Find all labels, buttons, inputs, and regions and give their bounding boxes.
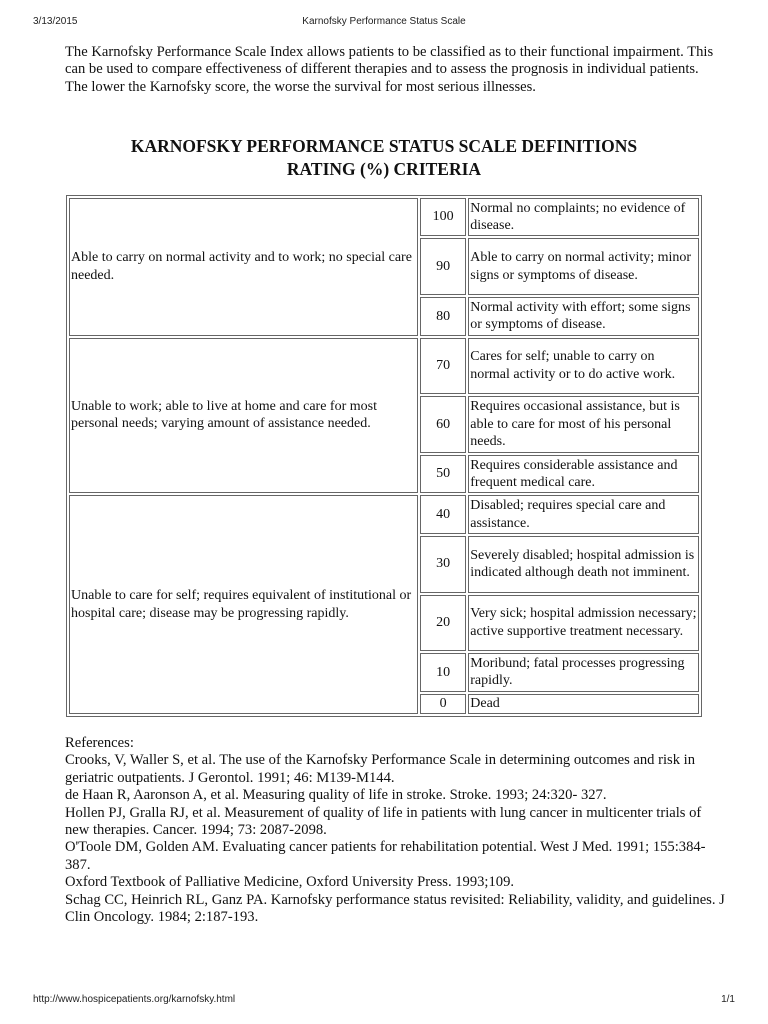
criteria-cell: Requires occasional assistance, but is able to care for most of his personal needs. [468,396,699,453]
reference-item: O'Toole DM, Golden AM. Evaluating cancer patients for rehabilitation potential. West J Med. 1991; 155:384-387. [65,839,706,873]
criteria-cell: Cares for self; unable to carry on normal activity or to do active work. [468,338,699,395]
criteria-cell: Very sick; hospital admission necessary; active supportive treatment necessary. [468,595,699,652]
rating-cell: 90 [420,238,466,295]
category-cell: Unable to care for self; requires equivalent of institutional or hospital care; disease may be progressing rapidly. [69,495,418,714]
references-section [65,735,725,926]
reference-item: Crooks, V, Waller S, et al. The use of the Karnofsky Performance Scale in determining outcomes and risk in geriatric outpatients. J Gerontol. 1991; 46: M139-M144. [65,752,696,786]
criteria-cell: Severely disabled; hospital admission is indicated although death not imminent. [468,536,699,593]
rating-cell: 40 [420,495,466,533]
table-row [69,198,699,236]
rating-cell: 50 [420,455,466,493]
rating-cell: 100 [420,198,466,236]
karnofsky-scale-table [66,195,702,717]
print-date: 3/13/2015 [33,16,78,27]
rating-cell: 80 [420,297,466,335]
criteria-cell: Dead [468,694,699,714]
table-row [69,338,699,395]
page-number: 1/1 [721,994,735,1005]
category-cell: Able to carry on normal activity and to work; no special care needed. [69,198,418,336]
category-cell: Unable to work; able to live at home and care for most personal needs; varying amount of assistance needed. [69,338,418,494]
rating-cell: 0 [420,694,466,714]
reference-item: de Haan R, Aaronson A, et al. Measuring quality of life in stroke. Stroke. 1993; 24:320- 327. [65,787,607,804]
rating-cell: 60 [420,396,466,453]
table-heading-line2: RATING (%) CRITERIA [286,159,482,179]
rating-cell: 70 [420,338,466,395]
criteria-cell: Normal no complaints; no evidence of disease. [468,198,699,236]
rating-cell: 20 [420,595,466,652]
criteria-cell: Moribund; fatal processes progressing rapidly. [468,653,699,691]
references-heading: References: [65,735,134,751]
reference-item: Hollen PJ, Gralla RJ, et al. Measurement of quality of life in patients with lung cancer in multicenter trials of new therapies. Cancer. 1994; 73: 2087-2098. [65,804,702,839]
table-heading-line1: KARNOFSKY PERFORMANCE STATUS SCALE DEFINITIONS [130,136,638,156]
reference-item: Schag CC, Heinrich RL, Ganz PA. Karnofsky performance status revisited: Reliability, validity, and guidelines. J Clin Oncology. 1984; 2:187-193. [65,891,725,926]
intro-paragraph: The Karnofsky Performance Scale Index allows patients to be classified as to their functional impairment. This can be used to compare effectiveness of different therapies and to assess the prognosis in individual patients. The lower the Karnofsky score, the worse the survival for most serious illnesses. [65,44,714,95]
rating-cell: 30 [420,536,466,593]
criteria-cell: Requires considerable assistance and frequent medical care. [468,455,699,493]
criteria-cell: Able to carry on normal activity; minor signs or symptoms of disease. [468,238,699,295]
criteria-cell: Normal activity with effort; some signs or symptoms of disease. [468,297,699,335]
table-row [69,495,699,533]
print-page-title: Karnofsky Performance Status Scale [302,16,466,27]
reference-item: Oxford Textbook of Palliative Medicine, Oxford University Press. 1993;109. [65,874,515,891]
rating-cell: 10 [420,653,466,691]
criteria-cell: Disabled; requires special care and assistance. [468,495,699,533]
source-url: http://www.hospicepatients.org/karnofsky.html [33,994,236,1005]
